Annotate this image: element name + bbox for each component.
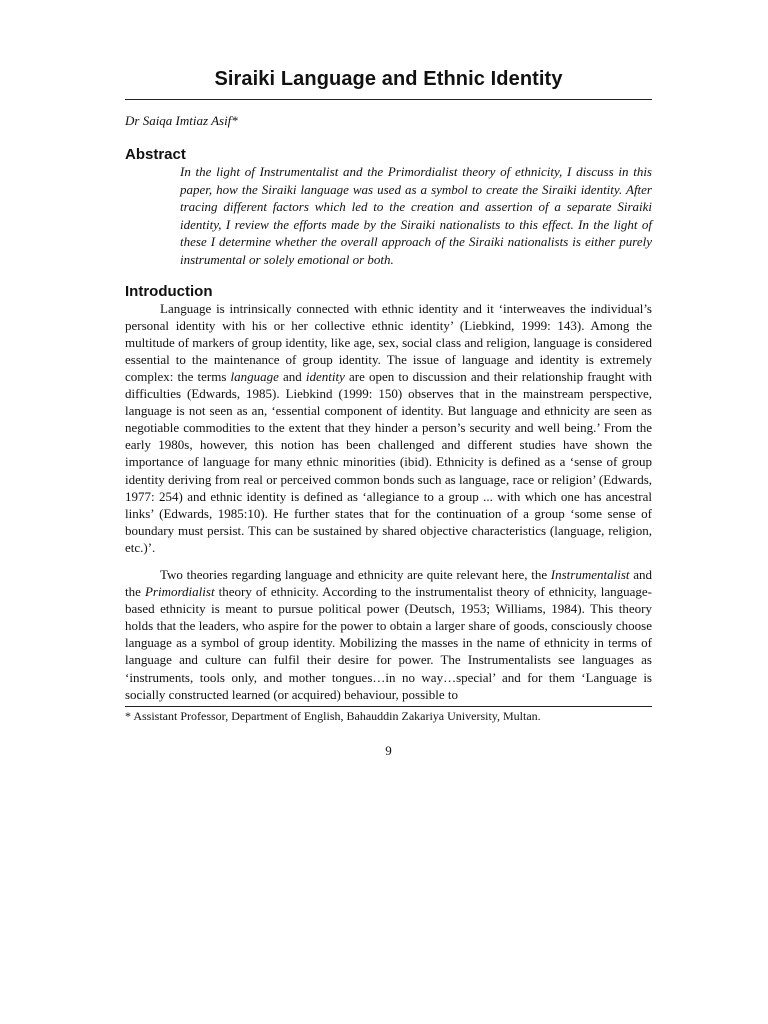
para1-text-e: are open to discussion and their relationship fraught with difficulties (Edwards, 1985). Liebkind (1999: 150) observes that in the mainstream perspective, language is not seen as an, ‘essential component of identity. But language and ethnicity are seen as negotiable commodities to the extent that they hinder a person’s security and well being.’ From the early 1980s, however, this notion has been challenged and different studies have shown the importance of language for many ethnic minorities (ibid). Ethnicity is defined as a ‘sense of group identity deriving from real or perceived common bonds such as language, race or religion’ (Edwards, 1977: 254) and ethnic identity is defined as ‘allegiance to a group ... with which one has ancestral links’ (Edwards, 1985:10). He further states that for the continuation of a group ‘some sense of boundary must persist. This can be sustained by shared objective characteristics (language, religion, etc.)’. (125, 368, 653, 555)
para1-term-language: language (230, 368, 279, 384)
para2-term-instrumentalist: Instrumentalist (550, 566, 630, 582)
page-number: 9 (385, 742, 392, 758)
paper-page (125, 68, 652, 759)
para2-text-c: and the (125, 566, 652, 600)
author-line: Dr Saiqa Imtiaz Asif* (125, 113, 238, 128)
para1-text-a: Language is intrinsically connected with ethnic identity and it ‘interweaves the individual’s personal identity with his or her collective ethnic identity’ (Liebkind, 1999: 143). Among the multitude of markers of group identity, like age, sex, social class and religion, language is considered essential to the maintenance of group identity. The issue of language and identity is extremely complex: the terms (125, 300, 652, 384)
footnote: * Assistant Professor, Department of English, Bahauddin Zakariya University, Multan. (125, 708, 541, 723)
intro-paragraph-2 (125, 566, 652, 703)
para2-text-e: theory of ethnicity. According to the instrumentalist theory of ethnicity, language-based ethnicity is meant to pursue political power (Deutsch, 1953; Williams, 1984). This theory holds that the leaders, who aspire for the power to obtain a larger share of goods, consciously choose language as a symbol of group identity. Mobilizing the masses in the name of ethnicity in terms of language and culture can fulfil their desire for power. The Instrumentalists see languages as ‘instruments, tools only, and mother tongues…in no way…special’ and for them ‘Language is socially constructed learned (or acquired) behaviour, possible to (125, 584, 652, 702)
para2-term-primordialist: Primordialist (144, 584, 215, 600)
para2-text-a: Two theories regarding language and ethnicity are quite relevant here, the (160, 566, 551, 582)
introduction-heading: Introduction (125, 282, 213, 300)
para1-text-c: and (278, 368, 306, 384)
para1-term-identity: identity (305, 368, 345, 384)
footnote-divider (125, 706, 652, 707)
paper-title: Siraiki Language and Ethnic Identity (125, 68, 652, 100)
abstract-text: In the light of Instrumentalist and the Primordialist theory of ethnicity, I discuss in this paper, how the Siraiki language was used as a symbol to create the Siraiki identity. After tracing different factors which led to the creation and assertion of a separate Siraiki identity, I review the efforts made by the Siraiki nationalists to this effect. In the light of these I determine whether the overall approach of the Siraiki nationalists is either purely instrumental or solely emotional or both. (180, 164, 652, 267)
intro-paragraph-1 (125, 300, 652, 556)
abstract-heading: Abstract (125, 146, 186, 163)
